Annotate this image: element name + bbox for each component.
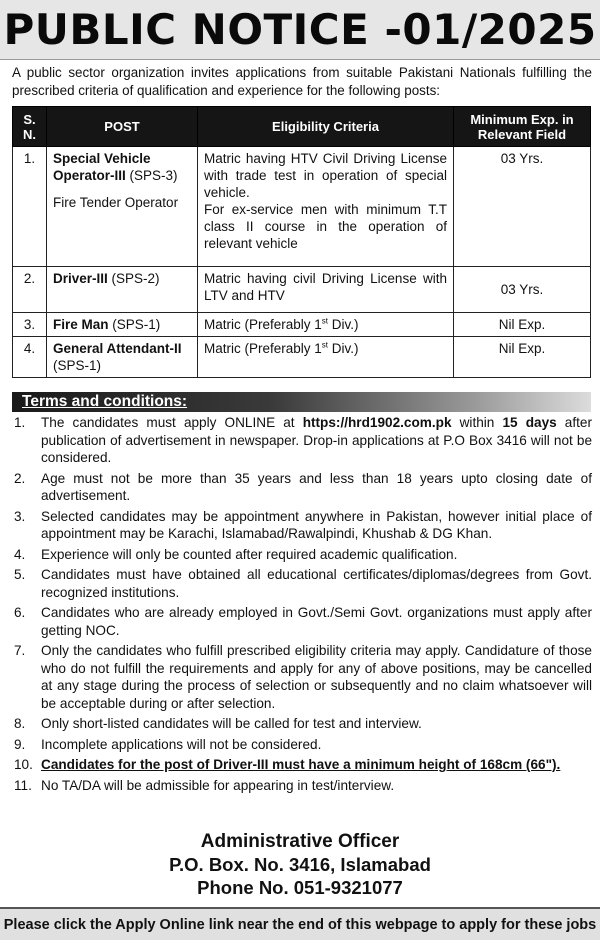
post-name: Driver-III [53, 271, 108, 286]
list-item: 8. Only short-listed candidates will be called for test and interview. [14, 716, 422, 731]
notice-header [0, 0, 600, 60]
height-requirement: Candidates for the post of Driver-III must have a minimum height of 168cm (66"). [41, 757, 561, 772]
row-criteria: Matric having civil Driving License with LTV and HTV [198, 267, 454, 313]
post-name: General Attendant-II [53, 341, 182, 356]
posts-table [12, 106, 591, 378]
row-sn: 4. [13, 337, 47, 378]
postal-address: P.O. Box. No. 3416, Islamabad [169, 854, 431, 875]
intro-text: A public sector organization invites applications from suitable Pakistani Nationals fulfilling the prescribed criteria of qualification and experience for the following posts: [12, 65, 592, 98]
officer-title: Administrative Officer [200, 831, 400, 852]
row-sn: 2. [13, 267, 47, 313]
terms-heading: Terms and conditions: [22, 393, 188, 410]
table-row [13, 313, 591, 337]
apply-url: https://hrd1902.com.pk [302, 415, 452, 430]
contact-footer [0, 830, 600, 899]
phone-number: Phone No. 051-9321077 [197, 877, 403, 898]
table-row [13, 267, 591, 313]
notice-title: PUBLIC NOTICE -01/2025 [3, 5, 597, 54]
header-criteria: Eligibility Criteria [198, 107, 454, 147]
post-scale: (SPS-1) [53, 358, 102, 373]
list-item: 2. Age must not be more than 35 years and less than 18 years upto closing date of advertisement. [14, 470, 592, 503]
terms-list [12, 414, 592, 797]
apply-note: Please click the Apply Online link near the end of this webpage to apply for these jobs [3, 916, 597, 933]
list-item: 11. No TA/DA will be admissible for appearing in test/interview. [14, 777, 395, 793]
terms-heading-bar [12, 392, 591, 412]
row-post [47, 337, 198, 378]
table-row [13, 147, 591, 267]
row-experience: 03 Yrs. [454, 267, 591, 313]
row-criteria: Matric having HTV Civil Driving License with trade test in operation of special vehicle. For ex-service men with minimum T.T class II course in the operation of relevant vehicle [198, 147, 454, 267]
header-post: POST [47, 107, 198, 147]
post-subtitle: Fire Tender Operator [53, 195, 179, 210]
list-item: 3. Selected candidates may be appointment anywhere in Pakistan, however initial place of appointment may be Karachi, Islamabad/Rawalpindi, Khushab & DG Khan. [14, 508, 592, 541]
row-post [47, 147, 198, 267]
list-item: 7. Only the candidates who fulfill prescribed eligibility criteria may apply. Candidature of those who do not fulfill the requirements and apply for any of above positions, may be cancelled at any stage during the process of selection or subsequently and no claim whatsoever will be acceptable during or after selection. [14, 643, 592, 711]
list-item: 6. Candidates who are already employed in Govt./Semi Govt. organizations must apply after getting NOC. [14, 605, 592, 638]
header-sn: S. N. [13, 107, 47, 147]
row-post [47, 313, 198, 337]
post-name: Fire Man [53, 317, 109, 332]
list-item: 5. Candidates must have obtained all educational certificates/diplomas/degrees from Govt. recognized institutions. [14, 567, 592, 600]
post-scale: (SPS-3) [129, 168, 178, 183]
deadline-days: 15 days [502, 415, 557, 430]
row-sn: 1. [13, 147, 47, 267]
row-criteria: Matric (Preferably 1st Div.) [198, 337, 454, 378]
list-item: 1. The candidates must apply ONLINE at https://hrd1902.com.pk within 15 days after publication of advertisement in newspaper. Drop-in applications at P.O Box 3416 will not be considered. [14, 415, 593, 465]
table-header-row [13, 107, 591, 147]
header-experience: Minimum Exp. in Relevant Field [454, 107, 591, 147]
row-criteria: Matric (Preferably 1st Div.) [198, 313, 454, 337]
table-row [13, 337, 591, 378]
post-name: Special Vehicle Operator-III [53, 151, 151, 183]
row-experience: Nil Exp. [454, 313, 591, 337]
list-item: 9. Incomplete applications will not be considered. [14, 736, 322, 752]
row-sn: 3. [13, 313, 47, 337]
list-item: 10. Candidates for the post of Driver-III must have a minimum height of 168cm (66"). [14, 757, 561, 772]
list-item: 4. Experience will only be counted after required academic qualification. [14, 546, 458, 562]
apply-note-bar [0, 907, 600, 940]
row-experience: 03 Yrs. [454, 147, 591, 267]
row-post [47, 267, 198, 313]
row-experience: Nil Exp. [454, 337, 591, 378]
post-scale: (SPS-1) [112, 317, 161, 332]
post-scale: (SPS-2) [111, 271, 160, 286]
